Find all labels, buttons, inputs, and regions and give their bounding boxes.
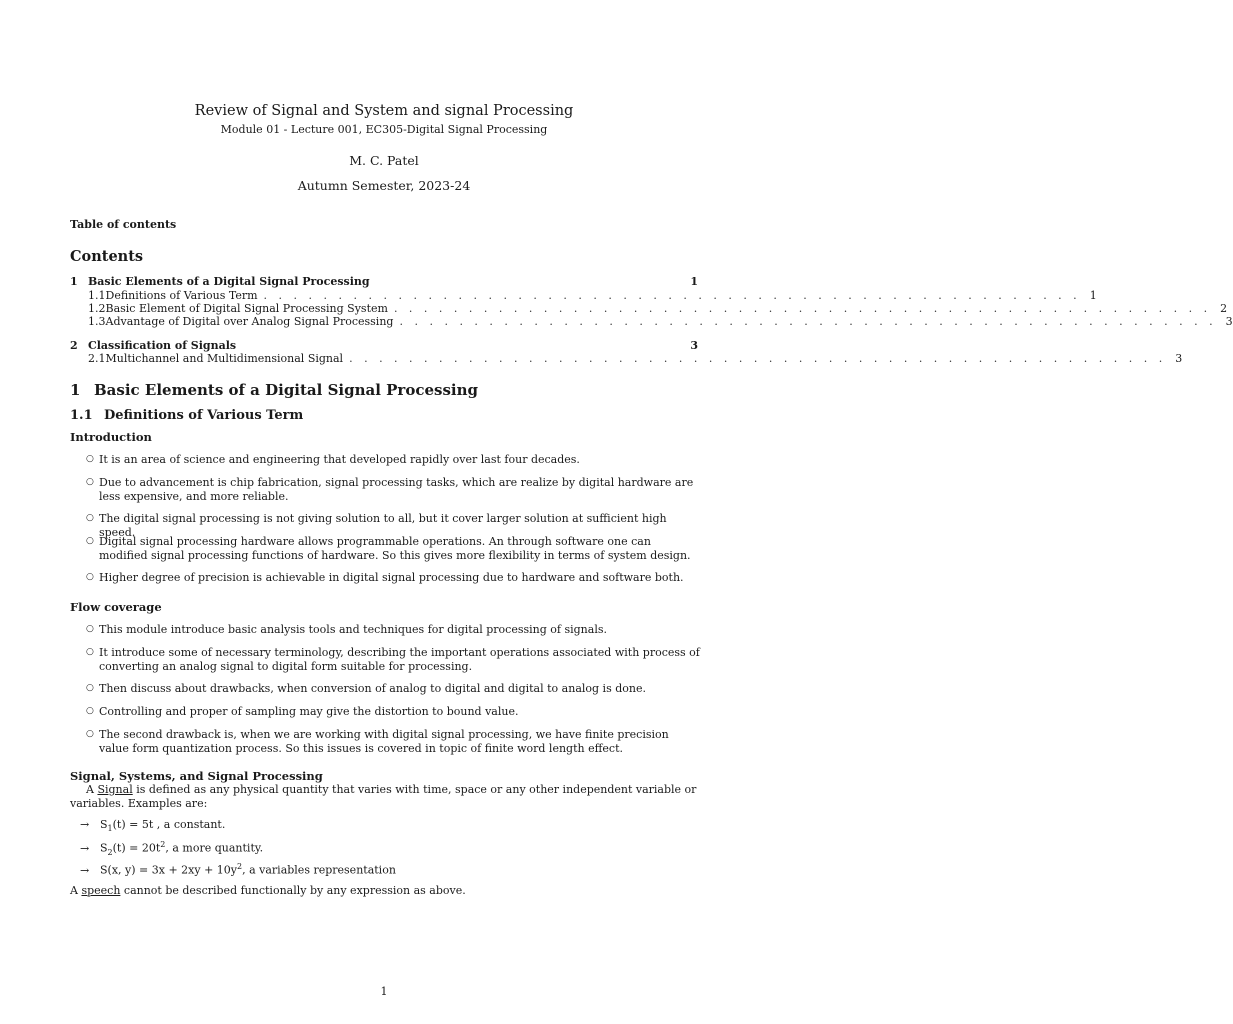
list-item: ○ Controlling and proper of sampling may give the distortion to bound value. <box>86 705 519 718</box>
section-title: Basic Elements of a Digital Signal Processing <box>94 381 478 399</box>
bullet-circle-icon: ○ <box>86 647 94 657</box>
example-item: → $S_2(t) = 20t^2$, a more quantity. <box>80 840 264 857</box>
document-subtitle: Module 01 - Lecture 001, EC305-Digital Signal Processing <box>220 123 548 136</box>
bullet-circle-icon: ○ <box>86 477 94 487</box>
list-item: ○ Digital signal processing hardware allows programmable operations. An through software one can modified signal processing functions of hardware. So this gives more flexibility in terms of system design. <box>86 535 691 562</box>
example-item: → $S_1(t) = 5t$ , a constant. <box>80 818 226 834</box>
example-item: → S(x, $y) = 3x + 2xy + 10y^2$, a variables representation <box>80 862 396 877</box>
toc-title: Basic Elements of a Digital Signal Processing <box>88 275 370 288</box>
toc-number: 2.1 <box>88 352 106 365</box>
signals-heading: Signal, Systems, and Signal Processing <box>70 769 323 783</box>
toc-number: 2 <box>70 339 78 352</box>
list-item: ○ It is an area of science and engineering that developed rapidly over last four decades. <box>86 453 580 466</box>
toc-title: Advantage of Digital over Analog Signal Processing <box>105 315 394 328</box>
toc-leader-dots: . . . . . . . . . . . . . . . . . . . . . . . . . . . . . . . . . . . . . . . . . . . . . . . . . . . . . . . <box>263 289 1081 302</box>
toc-label: Table of contents <box>70 218 177 231</box>
toc-leader-dots: . . . . . . . . . . . . . . . . . . . . . . . . . . . . . . . . . . . . . . . . . . . . . . . . . . . . . . . <box>393 302 1212 315</box>
page-number: 1 <box>380 985 388 998</box>
introduction-heading: Introduction <box>70 430 152 444</box>
bullet-circle-icon: ○ <box>86 729 94 739</box>
bullet-circle-icon: ○ <box>86 572 94 582</box>
toc-title: Classification of Signals <box>88 339 237 352</box>
bullet-circle-icon: ○ <box>86 454 94 464</box>
list-item: ○ The second drawback is, when we are working with digital signal processing, we have finite precision value form quantization process. So this issues is covered in topic of finite word length effect. <box>86 728 669 755</box>
toc-entry-1-2[interactable] <box>88 302 1228 316</box>
toc-leader-dots: . . . . . . . . . . . . . . . . . . . . . . . . . . . . . . . . . . . . . . . . . . . . . . . . . . . . . . . <box>349 352 1167 365</box>
document-title: Review of Signal and System and signal Processing <box>194 103 574 119</box>
subsection-number: 1.1 <box>70 408 93 423</box>
toc-entry-1-3[interactable] <box>88 315 1233 329</box>
toc-number: 1 <box>70 275 78 288</box>
toc-title: Definitions of Various Term <box>105 289 258 302</box>
toc-entry-section-2[interactable] <box>70 339 698 353</box>
toc-page: 2 <box>1220 302 1228 315</box>
toc-title: Basic Element of Digital Signal Processing System <box>105 302 388 315</box>
semester: Autumn Semester, 2023-24 <box>297 178 471 193</box>
section-heading <box>70 381 478 399</box>
list-item: ○ This module introduce basic analysis tools and techniques for digital processing of signals. <box>86 623 607 636</box>
signal-term: Signal <box>97 783 133 796</box>
contents-heading: Contents <box>70 248 144 265</box>
speech-note: A speech cannot be described functionally by any expression as above. <box>70 884 466 897</box>
list-item: ○ The digital signal processing is not giving solution to all, but it cover larger solution at sufficient high speed. <box>86 512 667 539</box>
right-arrow-icon: → <box>80 863 90 877</box>
toc-entry-section-1[interactable] <box>70 275 698 289</box>
right-arrow-icon: → <box>80 818 90 831</box>
signal-definition: A Signal is defined as any physical quantity that varies with time, space or any other independent variable or variables. Examples are: <box>70 783 697 810</box>
toc-number: 1.1 <box>88 289 106 302</box>
subsection-heading <box>70 408 303 423</box>
bullet-circle-icon: ○ <box>86 706 94 716</box>
section-number: 1 <box>70 381 81 399</box>
toc-title: Multichannel and Multidimensional Signal <box>105 352 344 365</box>
toc-number: 1.3 <box>88 315 106 328</box>
bullet-circle-icon: ○ <box>86 624 94 634</box>
speech-term: speech <box>81 884 121 897</box>
list-item: ○ It introduce some of necessary terminology, describing the important operations associated with process of converting an analog signal to digital form suitable for processing. <box>86 646 700 673</box>
list-item: ○ Then discuss about drawbacks, when conversion of analog to digital and digital to analog is done. <box>86 682 646 695</box>
author: M. C. Patel <box>349 153 419 168</box>
list-item: ○ Higher degree of precision is achievable in digital signal processing due to hardware and software both. <box>86 571 684 584</box>
toc-page: 3 <box>690 339 698 352</box>
toc-number: 1.2 <box>88 302 106 315</box>
bullet-circle-icon: ○ <box>86 536 94 546</box>
bullet-circle-icon: ○ <box>86 683 94 693</box>
toc-entry-1-1[interactable] <box>88 289 1097 303</box>
flow-coverage-heading: Flow coverage <box>70 600 162 614</box>
toc-page: 1 <box>1089 289 1097 302</box>
bullet-circle-icon: ○ <box>86 513 94 523</box>
toc-leader-dots: . . . . . . . . . . . . . . . . . . . . . . . . . . . . . . . . . . . . . . . . . . . . . . . . . . . . . . . <box>399 315 1217 328</box>
list-item: ○ Due to advancement is chip fabrication, signal processing tasks, which are realize by digital hardware are less expensive, and more reliable. <box>86 476 694 503</box>
right-arrow-icon: → <box>80 841 90 855</box>
toc-page: 3 <box>1175 352 1183 365</box>
subsection-title: Definitions of Various Term <box>104 408 304 423</box>
toc-entry-2-1[interactable] <box>88 352 1183 366</box>
toc-page: 3 <box>1225 315 1233 328</box>
toc-page: 1 <box>690 275 698 288</box>
